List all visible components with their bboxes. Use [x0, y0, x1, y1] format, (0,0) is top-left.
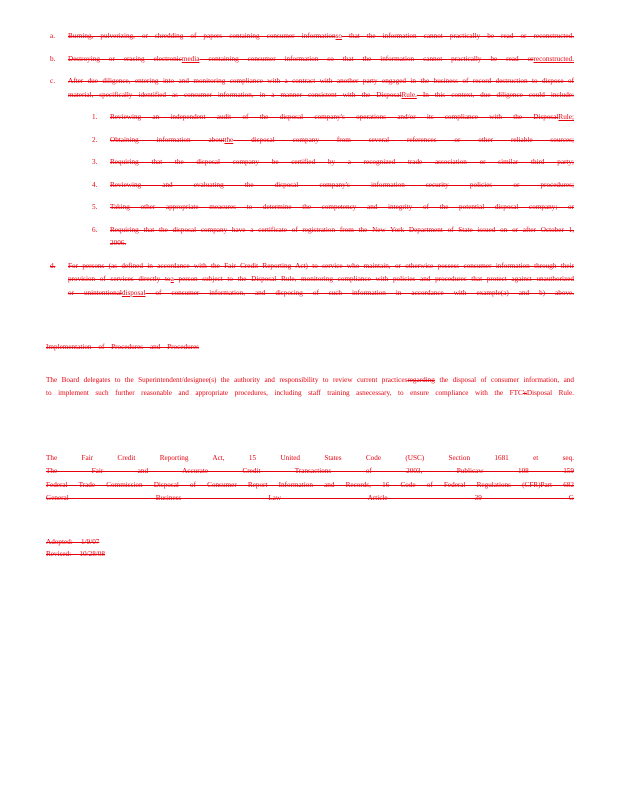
- document-body: [46, 30, 574, 561]
- inserted-text: so: [335, 32, 342, 40]
- list-item-text: After due diligence, entering into and monitoring compliance with a contract with another party engaged in the business of record destruction to dispose of material, specifically identified as consumer information, in a manner consistent with the Disposal: [68, 77, 574, 99]
- list-marker: d.: [50, 261, 56, 270]
- list-item-text: For persons (as defined in accordance with the Fair Credit Reporting Act) to service who maintain, or otherwise possess consumer information through their provision of services directly to: [68, 261, 574, 283]
- revision-history: [46, 536, 574, 561]
- list-item-text: disposal company from several references or other reliable sources;: [233, 135, 574, 144]
- list-item-text: In this context, due diligence could include:: [416, 90, 574, 99]
- list-item-text: that the information cannot practically be read or reconstructed.: [341, 32, 575, 40]
- sub-list: [88, 111, 574, 251]
- list-marker: 4.: [92, 180, 98, 189]
- list-item-text: Requiring that the disposal company have a certificate of registration from the New York Department of State issued on or after October 1, 2006.: [110, 225, 574, 247]
- list-marker: c.: [50, 77, 55, 85]
- inserted-text: reconstructed.: [533, 54, 575, 63]
- list-item: [46, 53, 574, 67]
- inserted-text: the: [224, 135, 234, 144]
- list-item: [88, 111, 574, 125]
- reference-line: [46, 492, 574, 506]
- list-item-text: Destroying or erasing electronic: [68, 54, 182, 63]
- list-item-text: Burning, pulverizing, or shredding of papers containing consumer information: [68, 32, 336, 40]
- list-item-text: of consumer information, and disposing of such information in accordance with example(a) and b) above.: [145, 288, 574, 297]
- reference-text: Federal Trade Commission Disposal of Consumer Report Information and Records, 16 Code of Federal Regulations (CFR)Part 682: [46, 480, 574, 489]
- spacer: [46, 309, 574, 325]
- struck-text: regarding: [407, 375, 435, 384]
- adopted-date: Adopted: 1/9/07: [46, 537, 100, 546]
- references-block: [46, 452, 574, 506]
- list-item-text: Obtaining information about: [110, 135, 225, 144]
- list-marker: 1.: [92, 113, 98, 121]
- inserted-text: disposal: [121, 288, 146, 297]
- list-item: [88, 156, 574, 170]
- reference-line: [46, 479, 574, 493]
- list-marker: 6.: [92, 225, 98, 234]
- struck-text: 's: [522, 389, 527, 397]
- list-item-text: person subject to the Disposal Rule, monitoring compliance with policies and procedures that protect against unauthorized or unintentional: [68, 275, 574, 297]
- reference-text: The Fair and Accurate Credit Transactions of 2003, Publicaw 108 159: [46, 467, 574, 475]
- paragraph-text: The Board delegates to the Superintendent/designee(s) the authority and responsibility to review current practices: [46, 375, 408, 384]
- list-item: [88, 134, 574, 148]
- revised-date: Revised: 10/28/08: [46, 550, 105, 558]
- list-item-text: Requiring that the disposal company be certified by a recognized trade association or similar third party;: [110, 158, 574, 166]
- inserted-text: Rule.: [401, 90, 417, 99]
- list-item-text: Reviewing an independent audit of the disposal company's operations and/or its compliance with the Disposal: [110, 113, 559, 121]
- spacer: [46, 364, 574, 374]
- inserted-text: media: [181, 54, 200, 63]
- spacer: [46, 436, 574, 452]
- list-marker: 2.: [92, 135, 98, 144]
- paragraph-text: the disposal of consumer information, and to implement such further reasonable and appropriate procedures, including staff training asnecessary, to ensure compliance with the FTC: [46, 375, 574, 397]
- reference-text: General Business Law Article 39 G: [46, 494, 574, 502]
- reference-text: The Fair Credit Reporting Act, 15 United States Code (USC) Section 1681 et seq.: [46, 453, 574, 462]
- list-marker: 3.: [92, 158, 98, 166]
- section-heading: Implementation of Procedures and Procedures: [46, 343, 200, 351]
- list-item: [46, 75, 574, 102]
- list-item: [88, 201, 574, 215]
- list-marker: a.: [50, 32, 55, 40]
- list-item: [88, 179, 574, 193]
- list-marker: 5.: [92, 203, 98, 211]
- list-item: [46, 30, 574, 44]
- spacer: [46, 410, 574, 436]
- list-item: [46, 260, 574, 301]
- list-item-text: Taking other appropriate measures to determine the competency and integrity of the potential disposal company; or: [110, 203, 574, 211]
- list-item: [88, 224, 574, 251]
- body-paragraph: [46, 374, 574, 401]
- reference-line: [46, 452, 574, 466]
- inserted-text: Rule;: [558, 113, 574, 121]
- reference-line: [46, 465, 574, 479]
- list-item-text: Reviewing and evaluating the disposal company's information security policies or procedures;: [110, 180, 574, 189]
- paragraph-text: Disposal Rule.: [526, 389, 574, 397]
- list-marker: b.: [50, 54, 56, 63]
- list-item-text: containing consumer information so that the information cannot practically be read or: [199, 54, 534, 63]
- inserted-text: a: [170, 275, 174, 283]
